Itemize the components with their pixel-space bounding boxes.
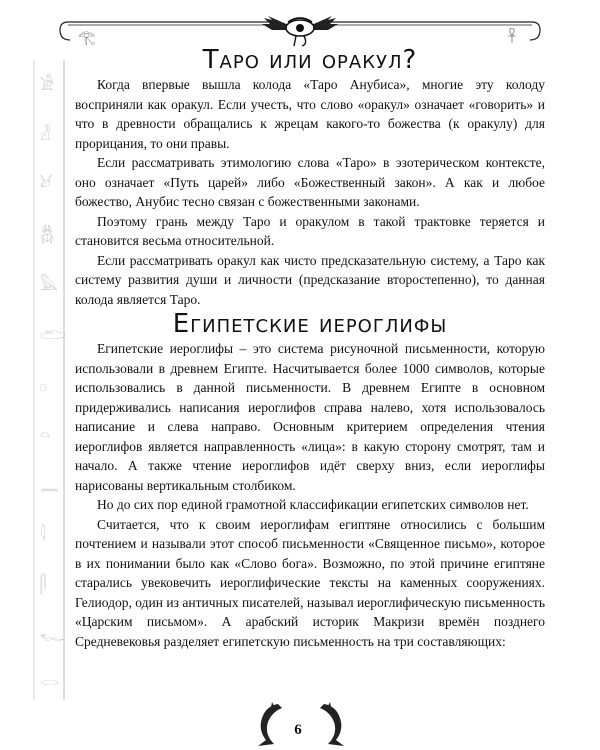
hieroglyph-icon: 𓀀 — [40, 75, 55, 94]
hieroglyph-border — [30, 60, 74, 700]
hieroglyph-icon: 𓆣 — [40, 225, 55, 244]
winged-figure-right-icon — [314, 700, 354, 748]
section-title: Египетские иероглифы — [172, 309, 448, 339]
hieroglyph-icon: 𓂧 — [40, 325, 66, 344]
hieroglyph-icon: 𓆑 — [40, 625, 65, 644]
anubis-left-icon — [248, 700, 288, 748]
svg-text:𓋹: 𓋹 — [508, 30, 516, 46]
hieroglyph-icon: 𓊪 — [40, 375, 47, 394]
hieroglyph-icon: 𓁐 — [40, 125, 51, 144]
page-content — [75, 45, 545, 651]
hieroglyph-icon: 𓋴 — [40, 575, 47, 594]
paragraph: Но до сих пор единой грамотной классификации египетских символов нет. — [97, 497, 529, 512]
paragraph: Когда впервые вышла колода «Таро Анубиса», многие эту колоду восприняли как оракул. Если учесть, что слово «оракул» означает «говорить» и что в древности обращались к жрецам какого-то божества (к оракулу) для прорицания, то они правы. — [75, 77, 545, 151]
section-body — [75, 75, 545, 309]
hieroglyph-icon: 𓂋 — [40, 670, 59, 689]
section-body — [75, 339, 545, 651]
hieroglyph-icon: 𓈖 — [40, 475, 60, 494]
paragraph: Египетские иероглифы – это система рисуночной письменности, которую использовали в древнем Египте. Насчитывается более 1000 символов, которые использовались в данной письменности. В древнем Египте в основном придерживались написания иероглифов справа налево, хотя использовалось написание и слева направо. Основным критерием определения чтения иероглифов является направленность «лица»: в какую сторону смотрят, там и начало. А также чтение иероглифов идёт сверху вниз, если иероглифы нарисованы вертикальным столбиком. — [75, 341, 545, 493]
page-number: 6 — [294, 722, 302, 738]
paragraph: Если рассматривать этимологию слова «Таро» в эзотерическом контексте, оно означает «Путь царей» либо «Божественный закон». А как и любое божество, Анубис тесно связан с божественными законами. — [75, 155, 545, 209]
page-footer — [0, 700, 600, 750]
paragraph: Поэтому грань между Таро и оракулом в такой трактовке теряется и становится весьма относительной. — [75, 213, 545, 248]
hieroglyph-icon: 𓃾 — [40, 175, 53, 194]
hieroglyph-icon: 𓏏 — [40, 425, 51, 444]
hieroglyph-icon: 𓇋 — [40, 525, 46, 544]
section-title: Таро или оракул? — [202, 45, 418, 75]
side-border-ornament — [30, 60, 74, 700]
paragraph: Если рассматривать оракул как чисто предсказательную систему, а Таро как систему развития души и личности (предсказание второстепенно), то данная колода является Таро. — [75, 252, 545, 307]
hieroglyph-icon: 𓅓 — [40, 275, 58, 294]
paragraph: Считается, что к своим иероглифам египтяне относились с большим почтением и называли этот способ письменности «Священное письмо», которое в их понимании было как «Слово бога». Возможно, по этой причине египтяне старались увековечить иероглифические тексты на каменных сооружениях. Гелиодор, один из античных писателей, называл иероглифическую письменность «Царским письмом». А арабский историк Макризи времён позднего Средневековья разделяет египетскую письменность на три составляющих: — [75, 516, 545, 649]
svg-text:𓂀: 𓂀 — [78, 30, 96, 46]
